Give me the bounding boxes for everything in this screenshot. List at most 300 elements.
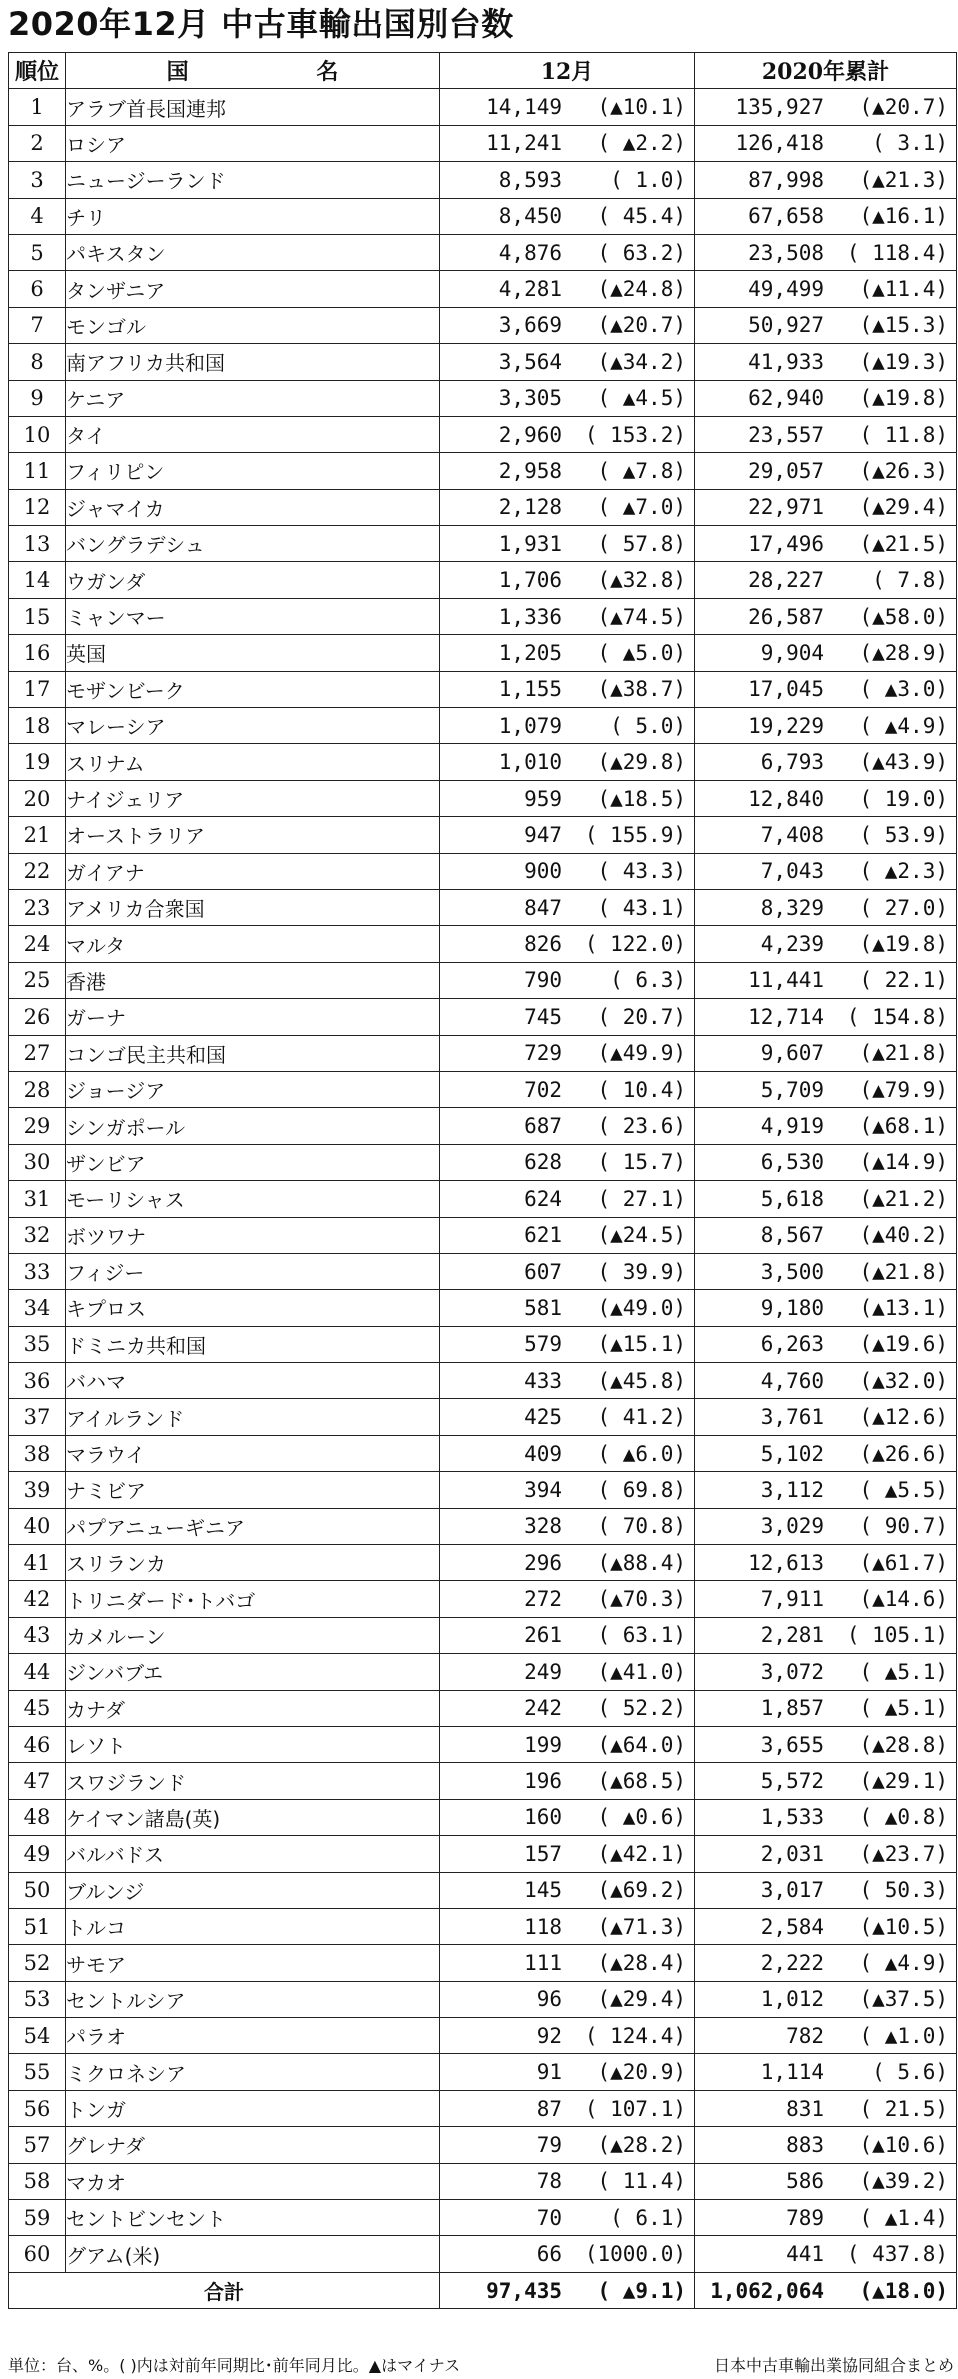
cumulative-value: 9,904 [760,640,824,665]
month-change: ( 63.1) [597,1623,686,1648]
cumulative-value: 9,607 [760,1041,824,1066]
cumulative-value: 4,919 [760,1114,824,1139]
cumulative-change: (▲21.3) [859,167,948,192]
month-change: ( 122.0) [584,932,686,957]
month-value: 1,706 [498,568,562,593]
cumulative-value: 26,587 [748,604,824,629]
country-cell: ミクロネシア [66,2054,440,2090]
month-cell [440,1872,695,1908]
month-change: (▲45.8) [597,1368,686,1393]
cumulative-change: ( 19.0) [859,786,948,811]
month-value: 79 [536,2132,562,2157]
cumulative-change: ( 21.5) [859,2096,948,2121]
cumulative-change: ( ▲5.1) [859,1659,948,1684]
month-change: ( 45.4) [597,204,686,229]
rank-cell: 16 [9,635,66,671]
rank-cell: 28 [9,1071,66,1107]
month-value: 145 [524,1878,562,1903]
cumulative-cell [695,1545,957,1581]
country-cell: サモア [66,1945,440,1981]
rank-cell: 7 [9,307,66,343]
cumulative-change: ( 437.8) [846,2242,948,2267]
month-change: ( 63.2) [597,240,686,265]
table-row [9,162,957,198]
table-row [9,307,957,343]
table-row [9,1654,957,1690]
table-row [9,1217,957,1253]
country-cell: ケイマン諸島(英) [66,1799,440,1835]
cumulative-value: 87,998 [748,167,824,192]
country-cell: アメリカ合衆国 [66,889,440,925]
month-change: (▲24.8) [597,277,686,302]
cumulative-cell [695,2090,957,2126]
month-cell [440,1363,695,1399]
month-value: 394 [524,1477,562,1502]
month-value: 1,205 [498,640,562,665]
rank-cell: 37 [9,1399,66,1435]
cumulative-cell [695,2127,957,2163]
cumulative-value: 6,530 [760,1150,824,1175]
cumulative-value: 126,418 [735,131,824,156]
cumulative-cell [695,1945,957,1981]
cumulative-change: (▲43.9) [859,750,948,775]
country-cell: ケニア [66,380,440,416]
cumulative-value: 789 [786,2205,824,2230]
month-change: (▲49.0) [597,1295,686,1320]
month-cell [440,1654,695,1690]
country-cell: マカオ [66,2163,440,2199]
cumulative-cell [695,380,957,416]
cumulative-change: (▲12.6) [859,1405,948,1430]
rank-cell: 22 [9,853,66,889]
cumulative-value: 1,857 [760,1696,824,1721]
table-row [9,125,957,161]
month-change: ( 20.7) [597,1004,686,1029]
cumulative-change: (▲26.6) [859,1441,948,1466]
country-cell: ザンビア [66,1144,440,1180]
table-row [9,89,957,125]
cumulative-value: 586 [786,2169,824,2194]
cumulative-cell [695,1836,957,1872]
month-change: (▲69.2) [597,1878,686,1903]
country-cell: ジンバブエ [66,1654,440,1690]
month-change: (1000.0) [584,2242,686,2267]
cumulative-change: (▲19.8) [859,386,948,411]
table-row [9,489,957,525]
cumulative-value: 135,927 [735,95,824,120]
month-cell [440,416,695,452]
cumulative-value: 7,911 [760,1587,824,1612]
cumulative-change: (▲15.3) [859,313,948,338]
month-cell [440,1945,695,1981]
month-change: ( ▲6.0) [597,1441,686,1466]
month-change: (▲10.1) [597,95,686,120]
month-cell [440,2054,695,2090]
country-cell: ミャンマー [66,598,440,634]
month-cell [440,307,695,343]
month-value: 1,931 [498,531,562,556]
cumulative-change: (▲21.8) [859,1041,948,1066]
month-change: ( 43.1) [597,895,686,920]
month-value: 272 [524,1587,562,1612]
month-change: (▲24.5) [597,1223,686,1248]
rank-cell: 42 [9,1581,66,1617]
month-value: 196 [524,1769,562,1794]
country-cell: 英国 [66,635,440,671]
cumulative-cell [695,1763,957,1799]
month-cell [440,562,695,598]
table-row [9,1617,957,1653]
cumulative-cell [695,671,957,707]
cumulative-change: (▲58.0) [859,604,948,629]
cumulative-cell [695,1654,957,1690]
country-cell: グアム(米) [66,2236,440,2272]
rank-cell: 47 [9,1763,66,1799]
month-cell [440,1035,695,1071]
table-row [9,635,957,671]
cumulative-value: 831 [786,2096,824,2121]
month-value: 1,336 [498,604,562,629]
month-change: ( 69.8) [597,1477,686,1502]
table-row [9,1508,957,1544]
month-change: (▲28.4) [597,1951,686,1975]
month-cell [440,1508,695,1544]
table-row [9,1253,957,1289]
table-row [9,2200,957,2236]
unit-note: 単位：台、%。( )内は対前年同期比･前年同月比。▲はマイナス [8,2356,461,2375]
cumulative-cell [695,526,957,562]
rank-cell: 9 [9,380,66,416]
month-change: (▲15.1) [597,1332,686,1357]
month-change: ( 39.9) [597,1259,686,1284]
cumulative-change: (▲61.7) [859,1550,948,1575]
month-change: ( 70.8) [597,1514,686,1539]
total-month-change: ( ▲9.1) [597,2278,686,2303]
country-cell: ナミビア [66,1472,440,1508]
country-cell: トリニダード･トバゴ [66,1581,440,1617]
table-row [9,1981,957,2017]
cumulative-change: ( 3.1) [872,131,948,156]
month-cell [440,2090,695,2126]
cumulative-change: (▲19.6) [859,1332,948,1357]
cumulative-cell [695,453,957,489]
rank-cell: 26 [9,999,66,1035]
cumulative-cell [695,1617,957,1653]
rank-cell: 34 [9,1290,66,1326]
month-cell [440,708,695,744]
month-cell [440,1799,695,1835]
cumulative-change: (▲16.1) [859,204,948,229]
month-cell [440,1144,695,1180]
month-cell [440,1435,695,1471]
table-row [9,2127,957,2163]
total-row [9,2272,957,2308]
month-cell [440,1836,695,1872]
cumulative-value: 5,572 [760,1769,824,1794]
month-change: ( ▲7.8) [597,458,686,483]
month-cell [440,125,695,161]
month-value: 581 [524,1295,562,1320]
rank-cell: 31 [9,1181,66,1217]
month-cell [440,344,695,380]
country-cell: スワジランド [66,1763,440,1799]
cumulative-change: ( ▲5.5) [859,1477,948,1502]
table-row [9,1144,957,1180]
cumulative-value: 8,567 [760,1223,824,1248]
cumulative-cell [695,1071,957,1107]
table-row [9,999,957,1035]
rank-cell: 41 [9,1545,66,1581]
month-cell [440,2236,695,2272]
table-row [9,344,957,380]
cumulative-cell [695,2200,957,2236]
rank-cell: 46 [9,1726,66,1762]
month-cell [440,671,695,707]
cumulative-change: ( ▲4.9) [859,1951,948,1975]
month-change: (▲29.8) [597,750,686,775]
country-cell: トルコ [66,1908,440,1944]
table-row [9,380,957,416]
month-value: 2,958 [498,458,562,483]
cumulative-cell [695,853,957,889]
cumulative-change: (▲68.1) [859,1114,948,1139]
country-cell: モザンビーク [66,671,440,707]
cumulative-cell [695,2018,957,2054]
country-cell: パキスタン [66,234,440,270]
table-row [9,198,957,234]
total-label: 合計 [9,2272,440,2308]
country-cell: トンガ [66,2090,440,2126]
cumulative-change: ( 154.8) [846,1004,948,1029]
rank-cell: 58 [9,2163,66,2199]
month-change: ( ▲4.5) [597,386,686,411]
cumulative-value: 23,508 [748,240,824,265]
rank-cell: 23 [9,889,66,925]
cumulative-cell [695,125,957,161]
cumulative-change: (▲79.9) [859,1077,948,1102]
cumulative-cell [695,344,957,380]
table-row [9,1290,957,1326]
country-cell: ロシア [66,125,440,161]
rank-cell: 15 [9,598,66,634]
month-cell [440,635,695,671]
month-value: 3,669 [498,313,562,338]
month-change: (▲34.2) [597,349,686,374]
country-cell: タンザニア [66,271,440,307]
month-value: 66 [536,2242,562,2267]
cumulative-value: 29,057 [748,458,824,483]
cumulative-value: 49,499 [748,277,824,302]
cumulative-value: 782 [786,2023,824,2048]
month-value: 847 [524,895,562,920]
country-cell: マルタ [66,926,440,962]
cumulative-value: 6,263 [760,1332,824,1357]
cumulative-value: 441 [786,2242,824,2267]
cumulative-cell [695,635,957,671]
country-cell: ナイジェリア [66,780,440,816]
country-cell: スリナム [66,744,440,780]
month-value: 607 [524,1259,562,1284]
cumulative-value: 11,441 [748,968,824,993]
cumulative-cell [695,1181,957,1217]
cumulative-value: 3,029 [760,1514,824,1539]
rank-cell: 25 [9,962,66,998]
cumulative-cell [695,1690,957,1726]
rank-cell: 24 [9,926,66,962]
table-row [9,780,957,816]
month-cell [440,2200,695,2236]
month-cell [440,889,695,925]
table-row [9,562,957,598]
cumulative-value: 17,496 [748,531,824,556]
table-row [9,1472,957,1508]
country-cell: バハマ [66,1363,440,1399]
month-cell [440,999,695,1035]
month-change: (▲74.5) [597,604,686,629]
header-month: 12月 [440,53,695,89]
month-value: 2,960 [498,422,562,447]
cumulative-cell [695,598,957,634]
rank-cell: 2 [9,125,66,161]
rank-cell: 45 [9,1690,66,1726]
table-row [9,1836,957,1872]
cumulative-value: 2,031 [760,1841,824,1866]
cumulative-value: 62,940 [748,386,824,411]
rank-cell: 5 [9,234,66,270]
rank-cell: 10 [9,416,66,452]
cumulative-change: (▲21.5) [859,531,948,556]
month-cell [440,1108,695,1144]
cumulative-change: (▲14.9) [859,1150,948,1175]
table-row [9,1908,957,1944]
rank-cell: 54 [9,2018,66,2054]
month-change: ( 11.4) [597,2169,686,2194]
rank-cell: 55 [9,2054,66,2090]
cumulative-value: 1,114 [760,2060,824,2085]
month-cell [440,926,695,962]
table-row [9,271,957,307]
cumulative-value: 50,927 [748,313,824,338]
cumulative-cell [695,817,957,853]
month-cell [440,780,695,816]
total-month-value: 97,435 [486,2278,562,2303]
cumulative-cell [695,962,957,998]
cumulative-cell [695,2054,957,2090]
cumulative-value: 4,760 [760,1368,824,1393]
month-value: 409 [524,1441,562,1466]
cumulative-cell [695,307,957,343]
country-cell: グレナダ [66,2127,440,2163]
table-row [9,2236,957,2272]
month-cell [440,1690,695,1726]
month-value: 118 [524,1914,562,1939]
country-cell: フィジー [66,1253,440,1289]
table-row [9,234,957,270]
month-change: ( 155.9) [584,822,686,847]
month-value: 947 [524,822,562,847]
total-cumulative-change: (▲18.0) [859,2278,948,2303]
total-cumulative-value: 1,062,064 [710,2278,824,2303]
month-value: 8,593 [498,167,562,192]
table-row [9,962,957,998]
month-change: (▲49.9) [597,1041,686,1066]
month-cell [440,1763,695,1799]
month-change: ( 6.3) [610,968,686,993]
month-cell [440,271,695,307]
table-row [9,1945,957,1981]
rank-cell: 20 [9,780,66,816]
cumulative-cell [695,744,957,780]
cumulative-change: ( ▲5.1) [859,1696,948,1721]
cumulative-cell [695,999,957,1035]
cumulative-value: 17,045 [748,677,824,702]
cumulative-change: (▲23.7) [859,1841,948,1866]
cumulative-change: ( 22.1) [859,968,948,993]
month-value: 433 [524,1368,562,1393]
rank-cell: 19 [9,744,66,780]
month-change: ( 10.4) [597,1077,686,1102]
country-cell: レソト [66,1726,440,1762]
rank-cell: 33 [9,1253,66,1289]
table-row [9,1181,957,1217]
month-value: 160 [524,1805,562,1830]
cumulative-value: 3,500 [760,1259,824,1284]
month-value: 199 [524,1732,562,1757]
month-cell [440,162,695,198]
rank-cell: 12 [9,489,66,525]
month-value: 96 [536,1987,562,2012]
cumulative-cell [695,1035,957,1071]
month-change: ( 43.3) [597,859,686,884]
month-value: 687 [524,1114,562,1139]
month-change: ( 1.0) [610,167,686,192]
cumulative-cell [695,162,957,198]
month-change: ( 5.0) [610,713,686,738]
cumulative-cell [695,889,957,925]
month-cell [440,2018,695,2054]
month-value: 729 [524,1041,562,1066]
cumulative-value: 12,613 [748,1550,824,1575]
month-cell [440,453,695,489]
cumulative-change: (▲10.5) [859,1914,948,1939]
cumulative-change: (▲39.2) [859,2169,948,2194]
month-value: 826 [524,932,562,957]
cumulative-change: ( ▲2.3) [859,859,948,884]
cumulative-cell [695,1217,957,1253]
month-value: 70 [536,2205,562,2230]
month-value: 242 [524,1696,562,1721]
rank-cell: 60 [9,2236,66,2272]
month-value: 900 [524,859,562,884]
rank-cell: 17 [9,671,66,707]
rank-cell: 52 [9,1945,66,1981]
country-cell: キプロス [66,1290,440,1326]
total-month-cell [440,2272,695,2308]
country-cell: アイルランド [66,1399,440,1435]
cumulative-change: (▲13.1) [859,1295,948,1320]
month-value: 579 [524,1332,562,1357]
cumulative-cell [695,1799,957,1835]
cumulative-change: (▲28.9) [859,640,948,665]
table-row [9,926,957,962]
cumulative-value: 7,043 [760,859,824,884]
month-change: ( 23.6) [597,1114,686,1139]
month-change: ( 41.2) [597,1405,686,1430]
month-cell [440,89,695,125]
table-row [9,1108,957,1144]
month-cell [440,817,695,853]
cumulative-change: (▲14.6) [859,1587,948,1612]
